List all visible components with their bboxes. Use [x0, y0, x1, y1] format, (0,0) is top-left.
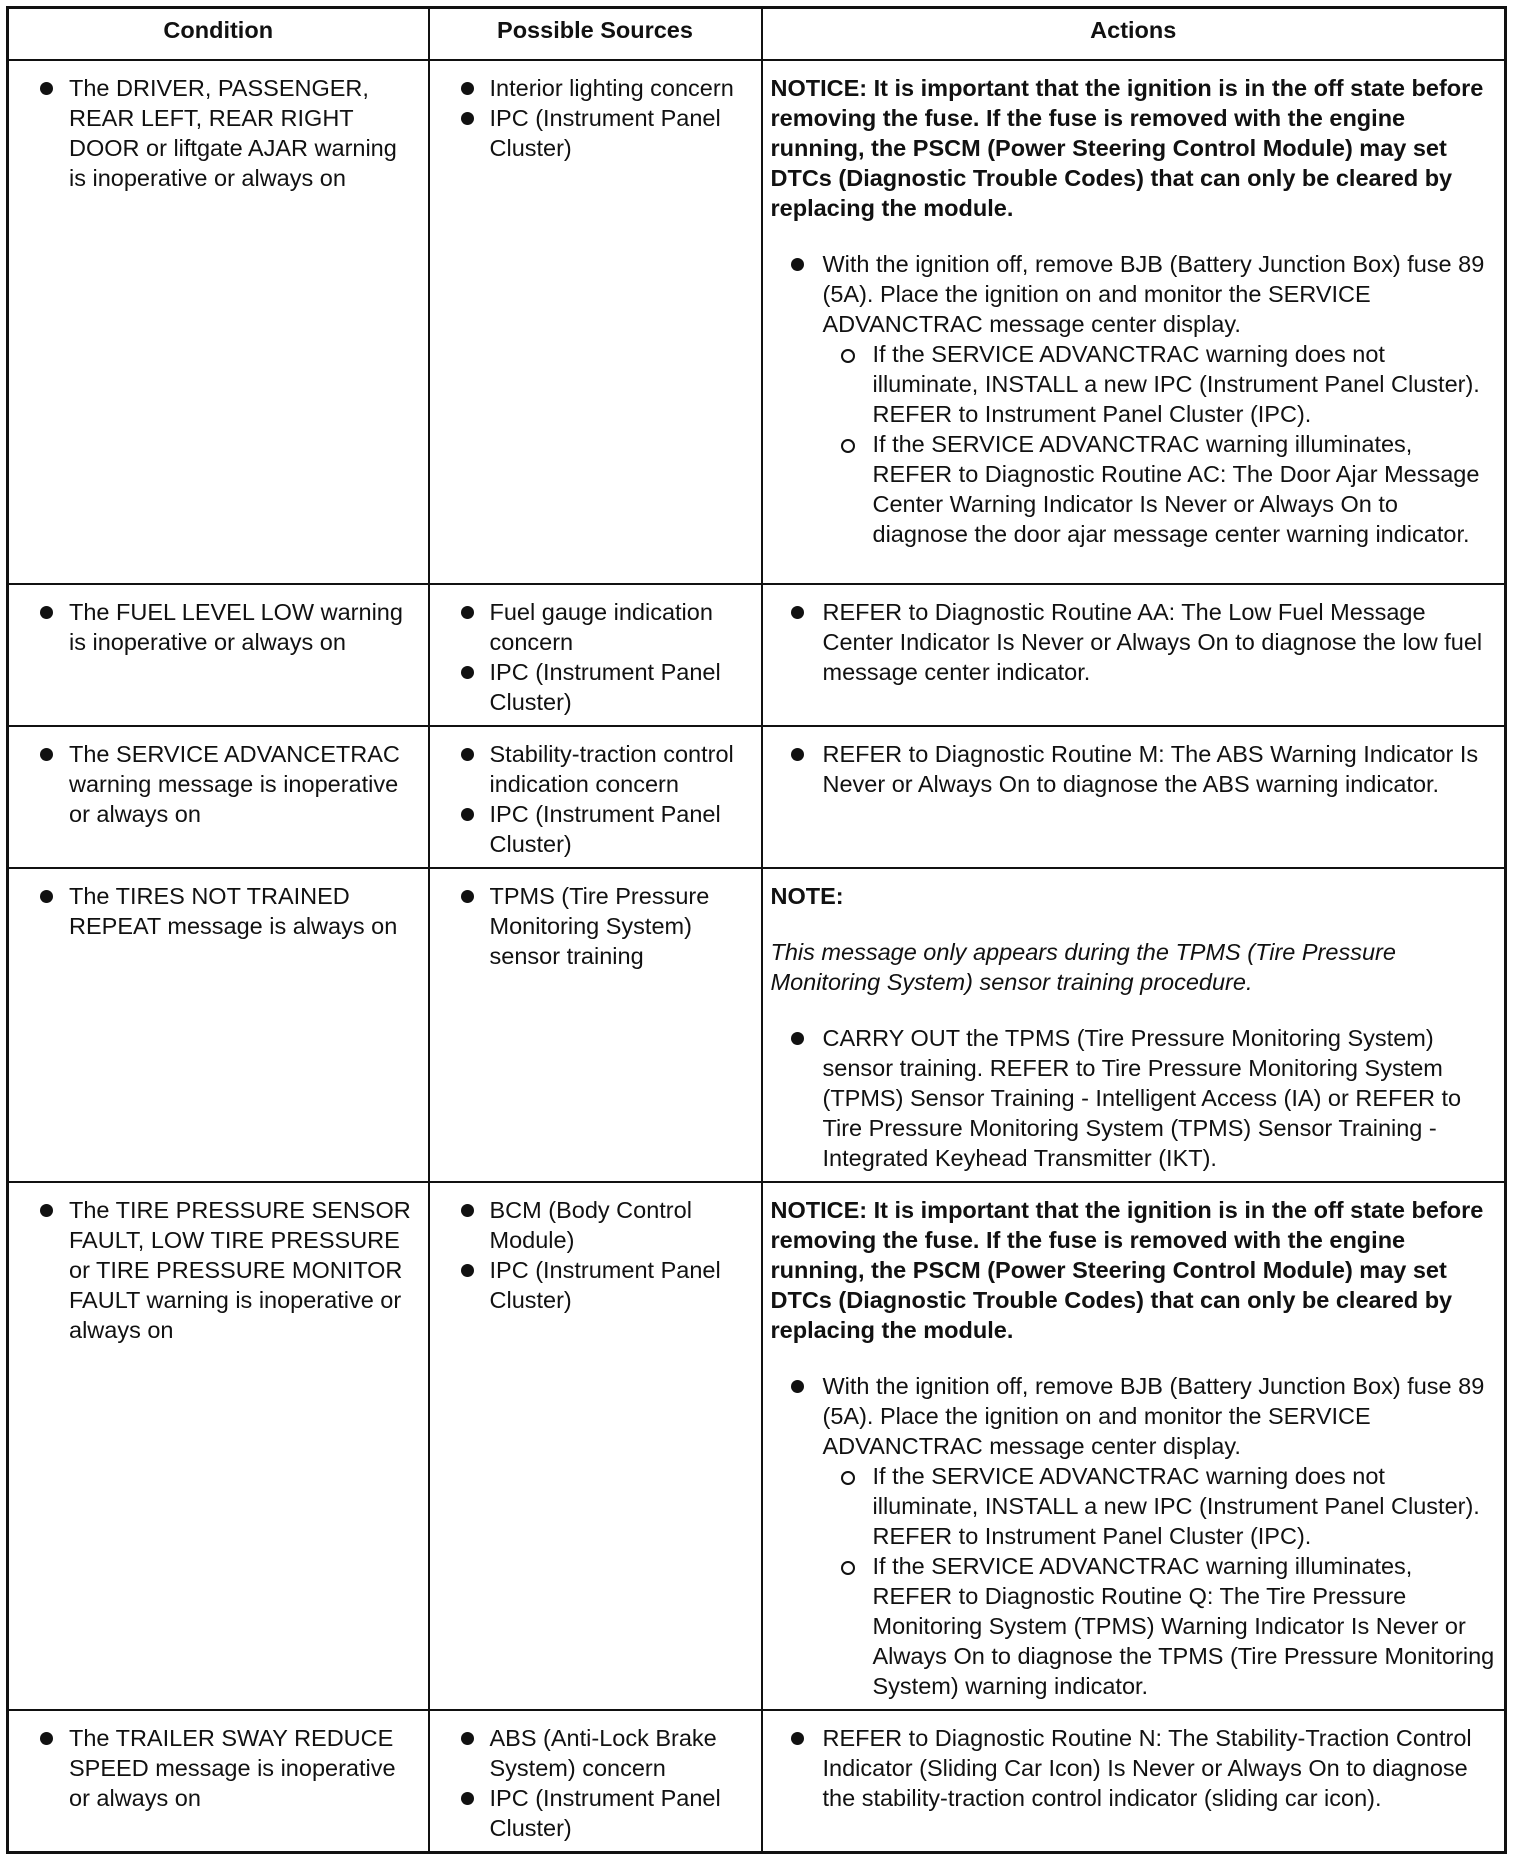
actions-cell	[762, 1182, 1506, 1710]
actions-cell	[762, 1710, 1506, 1853]
actions-cell	[762, 60, 1506, 584]
sub-action-item: If the SERVICE ADVANCTRAC warning illuminates, REFER to Diagnostic Routine Q: The Tire Pressure Monitoring System (TPMS) Warning Indicator Is Never or Always On to diagnose the TPMS (Tire Pressure Monitoring System) warning indicator.	[823, 1551, 1497, 1701]
table-row	[8, 726, 1506, 868]
condition-cell	[8, 868, 429, 1182]
source-item: IPC (Instrument Panel Cluster)	[438, 1255, 753, 1315]
action-item: REFER to Diagnostic Routine N: The Stability-Traction Control Indicator (Sliding Car Icon) Is Never or Always On to diagnose the stability-traction control indicator (sliding car icon).	[771, 1723, 1497, 1813]
table-row	[8, 60, 1506, 584]
source-item: IPC (Instrument Panel Cluster)	[438, 799, 753, 859]
note-label: NOTE:	[770, 883, 844, 909]
condition-item: The TIRE PRESSURE SENSOR FAULT, LOW TIRE PRESSURE or TIRE PRESSURE MONITOR FAULT warning is inoperative or always on	[17, 1195, 420, 1345]
notice-text: NOTICE: It is important that the ignition is in the off state before removing the fuse. If the fuse is removed with the engine running, the PSCM (Power Steering Control Module) may set DTCs (Diagnostic Trouble Codes) that can only be cleared by replacing the module.	[770, 1197, 1484, 1343]
sources-cell	[429, 1182, 762, 1710]
table-row	[8, 584, 1506, 726]
actions-cell	[762, 584, 1506, 726]
symptom-chart-table	[6, 6, 1507, 1854]
action-text: With the ignition off, remove BJB (Battery Junction Box) fuse 89 (5A). Place the ignition on and monitor the SERVICE ADVANCTRAC message center display.	[822, 1373, 1485, 1459]
condition-item: The DRIVER, PASSENGER, REAR LEFT, REAR RIGHT DOOR or liftgate AJAR warning is inoperative or always on	[17, 73, 420, 193]
sources-cell	[429, 584, 762, 726]
source-item: IPC (Instrument Panel Cluster)	[438, 657, 753, 717]
condition-cell	[8, 1710, 429, 1853]
action-item: REFER to Diagnostic Routine M: The ABS Warning Indicator Is Never or Always On to diagnose the ABS warning indicator.	[771, 739, 1497, 799]
notice-text: NOTICE: It is important that the ignition is in the off state before removing the fuse. If the fuse is removed with the engine running, the PSCM (Power Steering Control Module) may set DTCs (Diagnostic Trouble Codes) that can only be cleared by replacing the module.	[770, 75, 1484, 221]
condition-cell	[8, 1182, 429, 1710]
actions-cell	[762, 726, 1506, 868]
header-actions: Actions	[762, 8, 1506, 61]
condition-item: The TIRES NOT TRAINED REPEAT message is always on	[17, 881, 420, 941]
action-text: With the ignition off, remove BJB (Battery Junction Box) fuse 89 (5A). Place the ignition on and monitor the SERVICE ADVANCTRAC message center display.	[822, 251, 1485, 337]
header-condition: Condition	[8, 8, 429, 61]
action-item	[771, 249, 1497, 549]
condition-item: The SERVICE ADVANCETRAC warning message is inoperative or always on	[17, 739, 420, 829]
note-text: This message only appears during the TPMS (Tire Pressure Monitoring System) sensor training procedure.	[770, 939, 1396, 995]
sub-action-item: If the SERVICE ADVANCTRAC warning does not illuminate, INSTALL a new IPC (Instrument Panel Cluster). REFER to Instrument Panel Cluster (IPC).	[823, 1461, 1497, 1551]
table-row	[8, 1710, 1506, 1853]
header-possible-sources: Possible Sources	[429, 8, 762, 61]
sources-cell	[429, 868, 762, 1182]
source-item: IPC (Instrument Panel Cluster)	[438, 1783, 753, 1843]
source-item: Fuel gauge indication concern	[438, 597, 753, 657]
action-item	[771, 1371, 1497, 1701]
source-item: IPC (Instrument Panel Cluster)	[438, 103, 753, 163]
action-item: CARRY OUT the TPMS (Tire Pressure Monitoring System) sensor training. REFER to Tire Pressure Monitoring System (TPMS) Sensor Training - Intelligent Access (IA) or REFER to Tire Pressure Monitoring System (TPMS) Sensor Training - Integrated Keyhead Transmitter (IKT).	[771, 1023, 1497, 1173]
source-item: Interior lighting concern	[438, 73, 753, 103]
sources-cell	[429, 726, 762, 868]
condition-item: The TRAILER SWAY REDUCE SPEED message is inoperative or always on	[17, 1723, 420, 1813]
source-item: ABS (Anti-Lock Brake System) concern	[438, 1723, 753, 1783]
condition-cell	[8, 584, 429, 726]
sub-action-item: If the SERVICE ADVANCTRAC warning illuminates, REFER to Diagnostic Routine AC: The Door Ajar Message Center Warning Indicator Is Never or Always On to diagnose the door ajar message center warning indicator.	[823, 429, 1497, 549]
table-row	[8, 868, 1506, 1182]
source-item: BCM (Body Control Module)	[438, 1195, 753, 1255]
condition-cell	[8, 726, 429, 868]
table-row	[8, 1182, 1506, 1710]
sub-action-item: If the SERVICE ADVANCTRAC warning does not illuminate, INSTALL a new IPC (Instrument Panel Cluster). REFER to Instrument Panel Cluster (IPC).	[823, 339, 1497, 429]
action-item: REFER to Diagnostic Routine AA: The Low Fuel Message Center Indicator Is Never or Always On to diagnose the low fuel message center indicator.	[771, 597, 1497, 687]
sources-cell	[429, 1710, 762, 1853]
source-item: TPMS (Tire Pressure Monitoring System) sensor training	[438, 881, 753, 971]
actions-cell	[762, 868, 1506, 1182]
condition-item: The FUEL LEVEL LOW warning is inoperative or always on	[17, 597, 420, 657]
condition-cell	[8, 60, 429, 584]
source-item: Stability-traction control indication concern	[438, 739, 753, 799]
sources-cell	[429, 60, 762, 584]
diagnostic-table-page	[6, 6, 1504, 1854]
table-header-row	[8, 8, 1506, 61]
